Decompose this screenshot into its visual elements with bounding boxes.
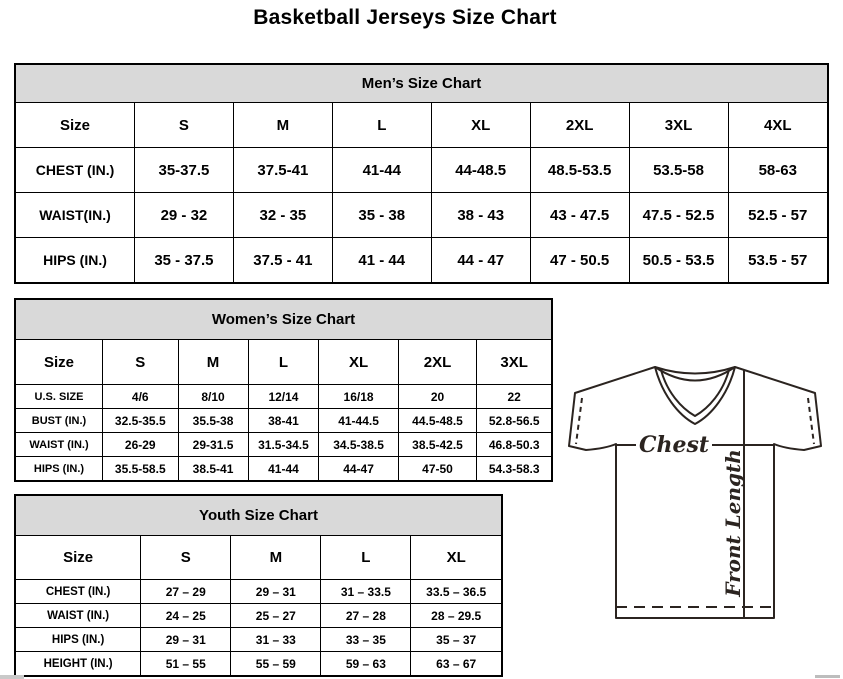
- jersey-measurement-diagram: [556, 360, 843, 640]
- youth-size-chart-header: Youth Size Chart: [16, 496, 501, 536]
- measurement-row: [16, 409, 551, 433]
- size-value-cell: 22: [477, 385, 551, 409]
- size-value-cell: 47.5 - 52.5: [629, 193, 728, 238]
- size-value-cell: 54.3-58.3: [477, 457, 551, 481]
- size-value-cell: 43 - 47.5: [530, 193, 629, 238]
- measurement-row: [16, 148, 827, 193]
- size-value-cell: 29 – 31: [231, 580, 321, 604]
- column-header-s: S: [141, 536, 231, 580]
- measurement-row: [16, 385, 551, 409]
- size-value-cell: 20: [398, 385, 477, 409]
- measurement-row: [16, 652, 501, 676]
- size-value-cell: 41 - 44: [332, 238, 431, 283]
- column-header-size: Size: [16, 536, 141, 580]
- size-header-row: [16, 536, 501, 580]
- size-header-row: [16, 340, 551, 385]
- size-value-cell: 35.5-58.5: [102, 457, 178, 481]
- chest-label: Chest: [638, 432, 710, 458]
- size-value-cell: 38-41: [248, 409, 319, 433]
- mens-size-chart-header: Men’s Size Chart: [16, 65, 827, 103]
- column-header-size: Size: [16, 340, 102, 385]
- size-value-cell: 48.5-53.5: [530, 148, 629, 193]
- row-label: HIPS (IN.): [16, 238, 134, 283]
- row-label: HIPS (IN.): [16, 628, 141, 652]
- size-value-cell: 8/10: [178, 385, 248, 409]
- size-value-cell: 59 – 63: [321, 652, 411, 676]
- row-label: U.S. SIZE: [16, 385, 102, 409]
- size-value-cell: 35 – 37: [411, 628, 501, 652]
- row-label: WAIST (IN.): [16, 433, 102, 457]
- size-value-cell: 35 - 37.5: [134, 238, 233, 283]
- size-value-cell: 37.5-41: [233, 148, 332, 193]
- column-header-2xl: 2XL: [530, 103, 629, 148]
- size-value-cell: 4/6: [102, 385, 178, 409]
- size-value-cell: 44-48.5: [431, 148, 530, 193]
- size-value-cell: 29 - 32: [134, 193, 233, 238]
- size-value-cell: 24 – 25: [141, 604, 231, 628]
- size-value-cell: 31 – 33: [231, 628, 321, 652]
- size-value-cell: 35.5-38: [178, 409, 248, 433]
- horizontal-scrollbar-fragment[interactable]: [815, 675, 840, 678]
- column-header-xl: XL: [431, 103, 530, 148]
- size-value-cell: 55 – 59: [231, 652, 321, 676]
- measurement-row: [16, 433, 551, 457]
- womens-size-chart-header: Women’s Size Chart: [16, 300, 551, 340]
- column-header-xl: XL: [411, 536, 501, 580]
- column-header-3xl: 3XL: [477, 340, 551, 385]
- size-value-cell: 16/18: [319, 385, 398, 409]
- size-value-cell: 38.5-41: [178, 457, 248, 481]
- column-header-4xl: 4XL: [728, 103, 827, 148]
- size-value-cell: 47-50: [398, 457, 477, 481]
- size-value-cell: 29-31.5: [178, 433, 248, 457]
- size-value-cell: 34.5-38.5: [319, 433, 398, 457]
- size-value-cell: 25 – 27: [231, 604, 321, 628]
- womens-size-chart-section: [14, 298, 553, 482]
- column-header-l: L: [248, 340, 319, 385]
- size-header-row: [16, 103, 827, 148]
- size-value-cell: 37.5 - 41: [233, 238, 332, 283]
- measurement-row: [16, 193, 827, 238]
- measurement-row: [16, 604, 501, 628]
- size-value-cell: 35-37.5: [134, 148, 233, 193]
- front-length-label: Front Length: [721, 449, 745, 597]
- column-header-m: M: [233, 103, 332, 148]
- youth-size-chart-section: [14, 494, 503, 677]
- size-value-cell: 29 – 31: [141, 628, 231, 652]
- size-value-cell: 28 – 29.5: [411, 604, 501, 628]
- measurement-row: [16, 580, 501, 604]
- row-label: HEIGHT (IN.): [16, 652, 141, 676]
- row-label: BUST (IN.): [16, 409, 102, 433]
- column-header-l: L: [332, 103, 431, 148]
- size-value-cell: 27 – 29: [141, 580, 231, 604]
- womens-size-table: [16, 340, 551, 480]
- row-label: WAIST(IN.): [16, 193, 134, 238]
- size-value-cell: 44-47: [319, 457, 398, 481]
- size-value-cell: 12/14: [248, 385, 319, 409]
- size-value-cell: 33 – 35: [321, 628, 411, 652]
- size-value-cell: 41-44: [332, 148, 431, 193]
- measurement-row: [16, 628, 501, 652]
- size-value-cell: 52.5 - 57: [728, 193, 827, 238]
- size-value-cell: 63 – 67: [411, 652, 501, 676]
- size-value-cell: 58-63: [728, 148, 827, 193]
- page-title: Basketball Jerseys Size Chart: [253, 6, 557, 29]
- column-header-l: L: [321, 536, 411, 580]
- size-value-cell: 50.5 - 53.5: [629, 238, 728, 283]
- column-header-size: Size: [16, 103, 134, 148]
- size-value-cell: 41-44: [248, 457, 319, 481]
- row-label: CHEST (IN.): [16, 148, 134, 193]
- size-value-cell: 46.8-50.3: [477, 433, 551, 457]
- size-value-cell: 41-44.5: [319, 409, 398, 433]
- column-header-m: M: [178, 340, 248, 385]
- mens-size-chart-section: [14, 63, 829, 284]
- row-label: HIPS (IN.): [16, 457, 102, 481]
- size-value-cell: 27 – 28: [321, 604, 411, 628]
- size-value-cell: 53.5-58: [629, 148, 728, 193]
- column-header-xl: XL: [319, 340, 398, 385]
- jersey-outline: [569, 367, 821, 618]
- column-header-m: M: [231, 536, 321, 580]
- size-value-cell: 53.5 - 57: [728, 238, 827, 283]
- measurement-row: [16, 457, 551, 481]
- size-value-cell: 44 - 47: [431, 238, 530, 283]
- size-value-cell: 44.5-48.5: [398, 409, 477, 433]
- size-value-cell: 38 - 43: [431, 193, 530, 238]
- column-header-3xl: 3XL: [629, 103, 728, 148]
- youth-size-table: [16, 536, 501, 675]
- horizontal-scrollbar-fragment[interactable]: [0, 675, 24, 679]
- size-value-cell: 47 - 50.5: [530, 238, 629, 283]
- row-label: WAIST (IN.): [16, 604, 141, 628]
- size-value-cell: 26-29: [102, 433, 178, 457]
- column-header-s: S: [102, 340, 178, 385]
- column-header-s: S: [134, 103, 233, 148]
- size-value-cell: 32.5-35.5: [102, 409, 178, 433]
- row-label: CHEST (IN.): [16, 580, 141, 604]
- size-value-cell: 31.5-34.5: [248, 433, 319, 457]
- size-value-cell: 51 – 55: [141, 652, 231, 676]
- measurement-row: [16, 238, 827, 283]
- mens-size-table: [16, 103, 827, 282]
- size-value-cell: 52.8-56.5: [477, 409, 551, 433]
- size-value-cell: 32 - 35: [233, 193, 332, 238]
- size-value-cell: 33.5 – 36.5: [411, 580, 501, 604]
- size-value-cell: 38.5-42.5: [398, 433, 477, 457]
- size-value-cell: 35 - 38: [332, 193, 431, 238]
- size-value-cell: 31 – 33.5: [321, 580, 411, 604]
- column-header-2xl: 2XL: [398, 340, 477, 385]
